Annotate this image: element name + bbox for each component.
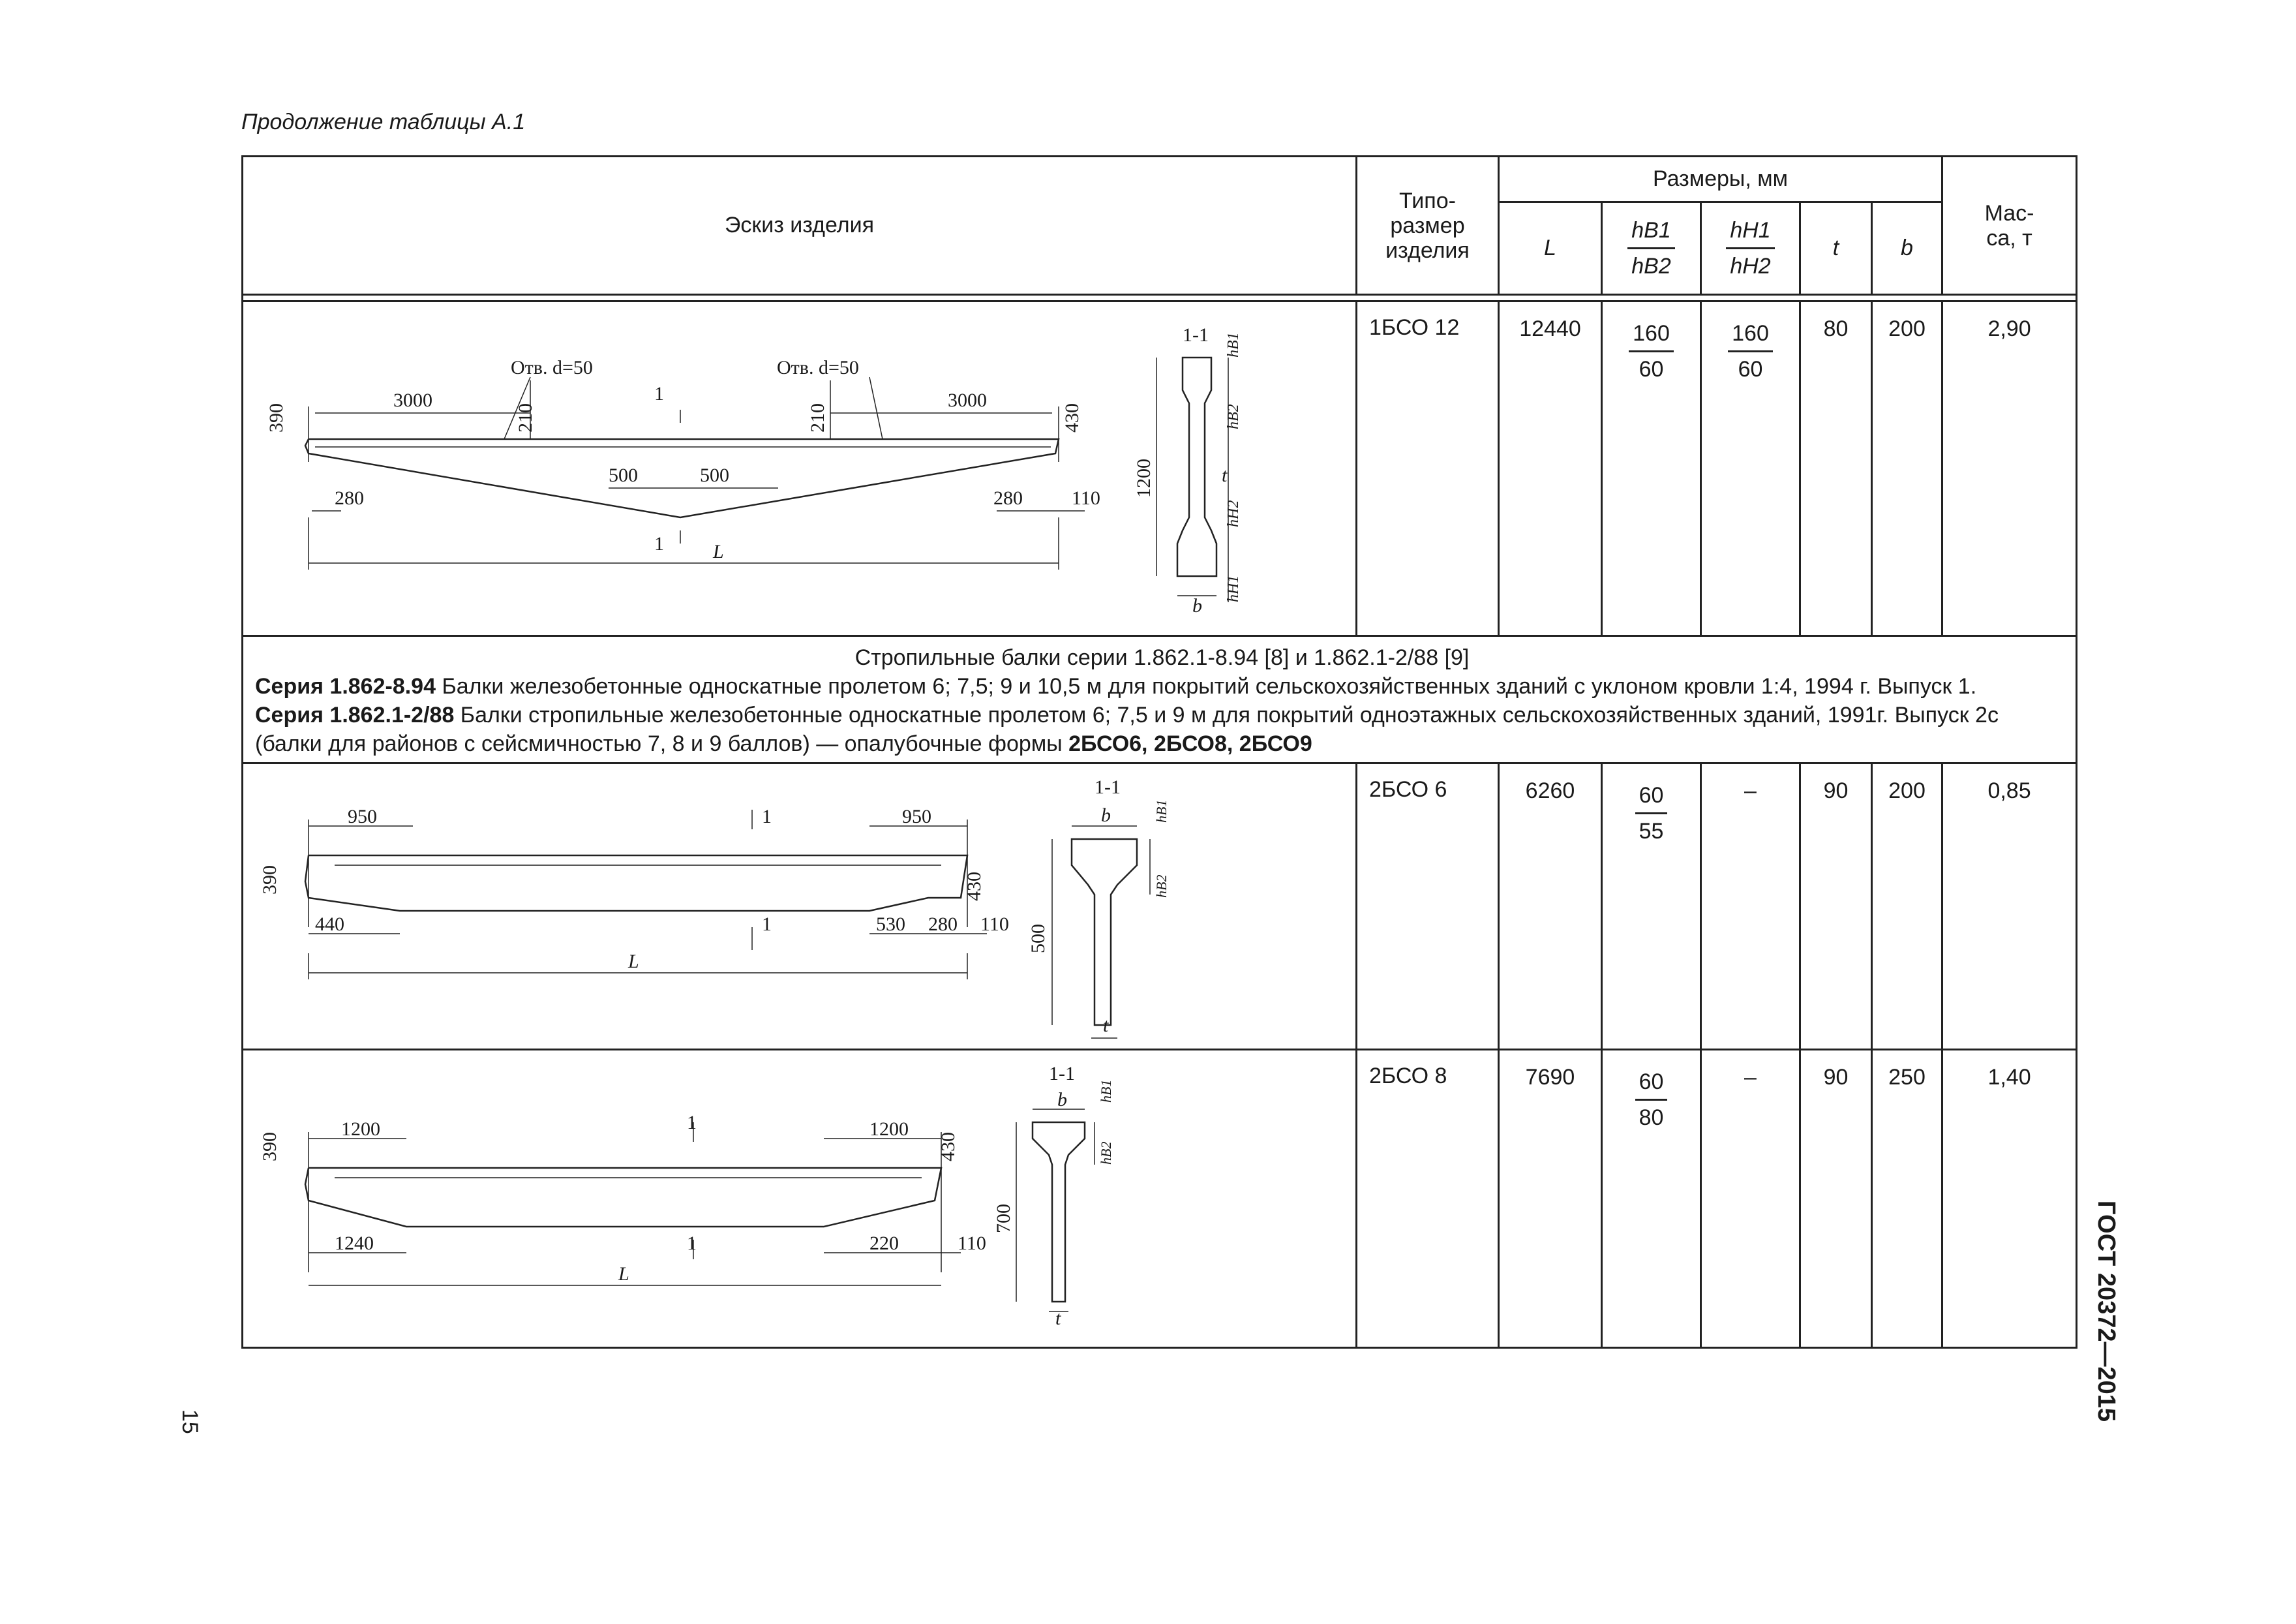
dim-3000-right: 3000 bbox=[948, 390, 987, 411]
cell-hn-bot: 60 bbox=[1738, 357, 1763, 382]
cell-L: 7690 bbox=[1499, 1050, 1602, 1348]
cell-L: 6260 bbox=[1499, 763, 1602, 1050]
cell-hn: – bbox=[1701, 1050, 1800, 1348]
cell-hn bbox=[1701, 301, 1800, 636]
products-table bbox=[241, 155, 2077, 1349]
dim-530: 530 bbox=[876, 913, 905, 935]
dim-500: 500 bbox=[1027, 924, 1049, 953]
cell-mass: 2,90 bbox=[1942, 301, 2077, 636]
label-b: b bbox=[1057, 1089, 1067, 1111]
cell-b: 250 bbox=[1872, 1050, 1942, 1348]
dim-390: 390 bbox=[259, 1132, 280, 1161]
header-hb1: hB1 bbox=[1627, 213, 1675, 249]
dim-L: L bbox=[713, 541, 724, 562]
dim-390: 390 bbox=[259, 865, 280, 895]
dim-210-right: 210 bbox=[807, 403, 828, 433]
cell-t: 90 bbox=[1800, 1050, 1872, 1348]
dim-430: 430 bbox=[963, 872, 985, 901]
section-mark-top: 1 bbox=[654, 383, 664, 405]
table-caption: Продолжение таблицы А.1 bbox=[241, 110, 526, 134]
sketch-1bso12 bbox=[243, 301, 1357, 636]
section-mark-top: 1 bbox=[762, 806, 772, 827]
table-row bbox=[243, 301, 2077, 636]
series-2-forms: 2БСО6, 2БСО8, 2БСО9 bbox=[1068, 731, 1312, 756]
cell-t: 80 bbox=[1800, 301, 1872, 636]
label-hB1: hB1 bbox=[1225, 332, 1242, 358]
series-2-code: Серия 1.862.1-2/88 bbox=[255, 703, 455, 728]
cell-b: 200 bbox=[1872, 301, 1942, 636]
label-t: t bbox=[1222, 465, 1228, 486]
cell-hb-bot: 60 bbox=[1639, 357, 1664, 382]
cell-hn-top: 160 bbox=[1728, 316, 1773, 352]
dim-L: L bbox=[628, 951, 639, 972]
cell-L: 12440 bbox=[1499, 301, 1602, 636]
dim-1240: 1240 bbox=[335, 1233, 374, 1254]
header-sketch: Эскиз изделия bbox=[243, 157, 1357, 295]
section-title: 1-1 bbox=[1049, 1063, 1075, 1084]
section-mark-top: 1 bbox=[687, 1112, 697, 1133]
sketch-2bso8 bbox=[243, 1050, 1357, 1348]
header-hn1: hH1 bbox=[1726, 213, 1774, 249]
series-text bbox=[243, 636, 2077, 763]
dim-220: 220 bbox=[869, 1233, 899, 1254]
label-hB2: hB2 bbox=[1153, 874, 1170, 898]
cell-hb bbox=[1602, 1050, 1701, 1348]
dim-210-left: 210 bbox=[515, 403, 536, 433]
dim-430: 430 bbox=[1061, 403, 1083, 433]
label-t: t bbox=[1055, 1308, 1061, 1329]
dim-110: 110 bbox=[958, 1233, 986, 1254]
cell-hb bbox=[1602, 301, 1701, 636]
label-hB2: hB2 bbox=[1225, 404, 1242, 429]
dim-280: 280 bbox=[928, 913, 958, 935]
header-t: t bbox=[1800, 202, 1872, 295]
series-1-code: Серия 1.862-8.94 bbox=[255, 674, 436, 699]
dim-390: 390 bbox=[265, 403, 287, 433]
header-hn bbox=[1701, 202, 1800, 295]
cell-type: 2БСО 6 bbox=[1357, 763, 1499, 1050]
dim-1200-right: 1200 bbox=[869, 1118, 909, 1140]
cell-hb-top: 60 bbox=[1635, 1065, 1668, 1101]
cell-type: 1БСО 12 bbox=[1357, 301, 1499, 636]
dim-430: 430 bbox=[937, 1132, 959, 1161]
section-title: 1-1 bbox=[1183, 324, 1209, 346]
header-typesize: Типо- размер изделия bbox=[1357, 157, 1499, 295]
cell-hb-bot: 55 bbox=[1639, 819, 1664, 844]
label-t: t bbox=[1103, 1015, 1109, 1036]
section-mark-bottom: 1 bbox=[687, 1233, 697, 1254]
label-hB1: hB1 bbox=[1153, 799, 1170, 823]
dim-950-right: 950 bbox=[902, 806, 931, 827]
cell-hb-top: 60 bbox=[1635, 778, 1668, 814]
dim-L: L bbox=[618, 1263, 629, 1285]
dim-500-left: 500 bbox=[609, 465, 638, 486]
header-hn2: hH2 bbox=[1730, 254, 1771, 279]
cell-type: 2БСО 8 bbox=[1357, 1050, 1499, 1348]
cell-hb-bot: 80 bbox=[1639, 1105, 1664, 1130]
header-dimensions: Размеры, мм bbox=[1499, 157, 1942, 202]
label-hB2: hB2 bbox=[1098, 1141, 1114, 1165]
cell-mass: 1,40 bbox=[1942, 1050, 2077, 1348]
cell-mass: 0,85 bbox=[1942, 763, 2077, 1050]
header-b: b bbox=[1872, 202, 1942, 295]
series-2-text: Балки стропильные железобетонные односкатные пролетом 6; 7,5 и 9 м для покрытий одноэтажных сельскохозяйственных зданий, 1991г. Выпуск 2с (балки для районов с сейсмичностью 7, 8 и 9 баллов) — опалубочные формы bbox=[255, 703, 1999, 756]
label-b: b bbox=[1101, 804, 1111, 826]
dim-280-right: 280 bbox=[993, 487, 1023, 509]
cell-hb-top: 160 bbox=[1629, 316, 1674, 352]
dim-700: 700 bbox=[993, 1204, 1014, 1233]
section-mark-bottom: 1 bbox=[654, 533, 664, 555]
dim-500-right: 500 bbox=[700, 465, 729, 486]
hole-label-right: Отв. d=50 bbox=[777, 357, 859, 378]
dim-1200: 1200 bbox=[1133, 459, 1155, 498]
series-1-text: Балки железобетонные односкатные пролетом 6; 7,5; 9 и 10,5 м для покрытий сельскохозяйственных зданий с уклоном кровли 1:4, 1994 г. Выпуск 1. bbox=[436, 674, 1977, 699]
label-b: b bbox=[1192, 595, 1202, 617]
series-title: Стропильные балки серии 1.862.1-8.94 [8] и 1.862.1-2/88 [9] bbox=[854, 645, 1470, 670]
header-hb bbox=[1602, 202, 1701, 295]
series-row bbox=[243, 636, 2077, 763]
table-row bbox=[243, 1050, 2077, 1348]
side-standard-title: ГОСТ 20372—2015 bbox=[2092, 1201, 2120, 1422]
dim-110: 110 bbox=[980, 913, 1009, 935]
hole-label-left: Отв. d=50 bbox=[511, 357, 593, 378]
section-mark-bottom: 1 bbox=[762, 913, 772, 935]
table-row bbox=[243, 763, 2077, 1050]
cell-hn: – bbox=[1701, 763, 1800, 1050]
beam-drawing-3 bbox=[243, 1050, 1357, 1347]
dim-280-left: 280 bbox=[335, 487, 364, 509]
cell-t: 90 bbox=[1800, 763, 1872, 1050]
header-L: L bbox=[1499, 202, 1602, 295]
dim-1200-left: 1200 bbox=[341, 1118, 380, 1140]
header-mass: Мас- са, т bbox=[1942, 157, 2077, 295]
page-number: 15 bbox=[177, 1409, 202, 1434]
sketch-2bso6 bbox=[243, 763, 1357, 1050]
header-hb2: hB2 bbox=[1631, 254, 1671, 279]
dim-440: 440 bbox=[315, 913, 344, 935]
beam-drawing-1 bbox=[243, 302, 1357, 635]
label-hB1: hB1 bbox=[1098, 1079, 1114, 1103]
cell-hb bbox=[1602, 763, 1701, 1050]
beam-drawing-2 bbox=[243, 764, 1357, 1049]
cell-b: 200 bbox=[1872, 763, 1942, 1050]
dim-950-left: 950 bbox=[348, 806, 377, 827]
label-hH1: hH1 bbox=[1225, 575, 1242, 602]
dim-3000-left: 3000 bbox=[393, 390, 432, 411]
label-hH2: hH2 bbox=[1225, 500, 1242, 527]
section-title: 1-1 bbox=[1095, 776, 1121, 798]
dim-110: 110 bbox=[1072, 487, 1100, 509]
